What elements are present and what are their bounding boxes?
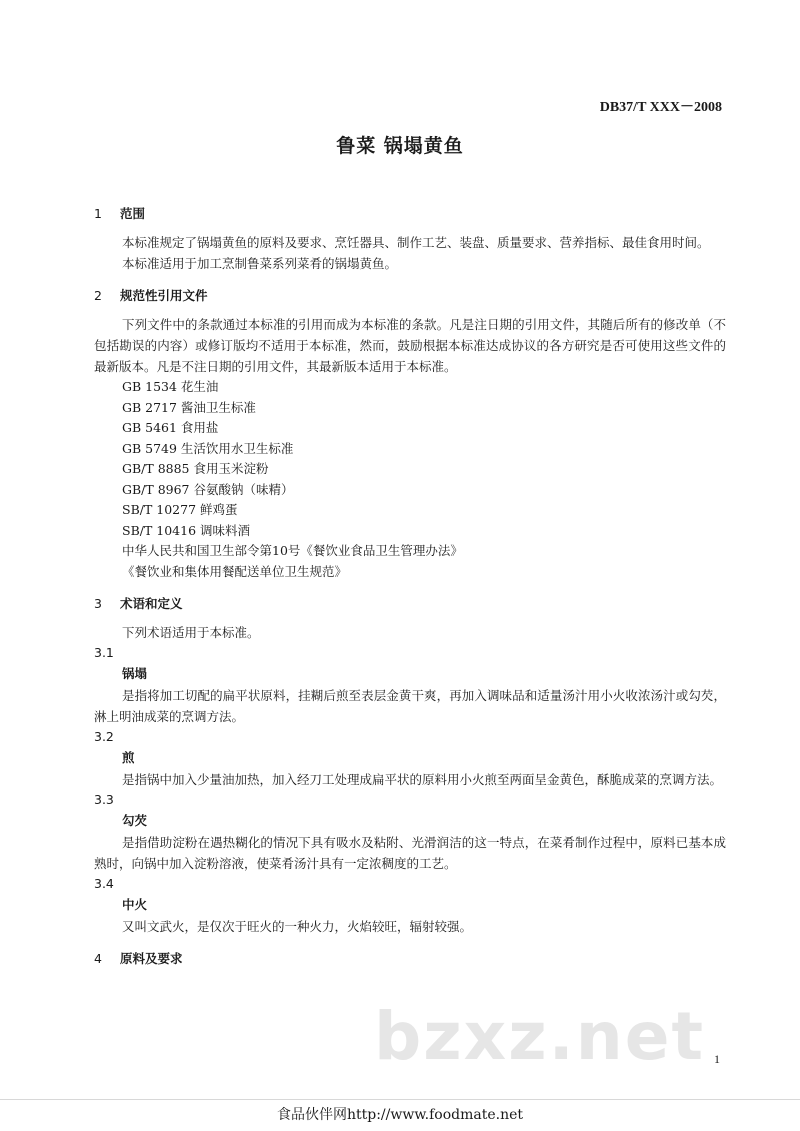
page-number: 1 — [714, 1052, 720, 1066]
reference-item: SB/T 10416 调味料酒 — [122, 522, 251, 538]
term-number: 3.2 — [94, 729, 114, 744]
section-number: 1 — [94, 206, 102, 221]
term-number: 3.4 — [94, 876, 114, 891]
reference-item: GB 5749 生活饮用水卫生标准 — [122, 440, 294, 456]
section-number: 3 — [94, 596, 102, 611]
term-definition: 又叫文武火，是仅次于旺火的一种火力，火焰较旺，辐射较强。 — [122, 919, 473, 934]
term-number: 3.1 — [94, 645, 114, 660]
term-definition: 是指将加工切配的扁平状原料，挂糊后煎至表层金黄干爽，再加入调味品和适量汤汁用小火收浓汤汁或勾芡，淋上明油成菜的烹调方法。 — [94, 688, 726, 724]
section-1-paragraph-2: 本标准适用于加工烹制鲁菜系列菜肴的锅塌黄鱼。 — [122, 256, 398, 271]
section-4-heading — [94, 949, 726, 969]
reference-item: GB/T 8967 谷氨酸钠（味精） — [122, 481, 294, 497]
section-1-heading — [94, 204, 726, 224]
section-title: 规范性引用文件 — [120, 288, 208, 303]
reference-item: GB 2717 酱油卫生标准 — [122, 399, 256, 415]
section-title: 术语和定义 — [120, 596, 183, 611]
document-body — [94, 204, 726, 969]
term-number: 3.3 — [94, 792, 114, 807]
term-name: 勾芡 — [122, 813, 148, 828]
reference-item: SB/T 10277 鲜鸡蛋 — [122, 502, 238, 517]
section-2-paragraph: 下列文件中的条款通过本标准的引用而成为本标准的条款。凡是注日期的引用文件，其随后所有的修改单（不包括勘误的内容）或修订版均不适用于本标准，然而，鼓励根据本标准达成协议的各方研究是否可使用这些文件的最新版本。凡是不注日期的引用文件，其最新版本适用于本标准。 — [94, 317, 726, 374]
section-title: 范围 — [120, 206, 146, 221]
term-name: 煎 — [122, 750, 135, 765]
standard-code: DB37/T XXX－2008 — [599, 100, 722, 115]
section-number: 2 — [94, 288, 102, 303]
footer-divider — [0, 1099, 800, 1100]
section-1-paragraph-1: 本标准规定了锅塌黄鱼的原料及要求、烹饪器具、制作工艺、装盘、质量要求、营养指标、最佳食用时间。 — [122, 235, 710, 250]
reference-item: GB/T 8885 食用玉米淀粉 — [122, 461, 269, 476]
reference-item: 《餐饮业和集体用餐配送单位卫生规范》 — [122, 563, 348, 579]
term-name: 锅塌 — [122, 666, 148, 681]
section-3-intro: 下列术语适用于本标准。 — [122, 625, 260, 640]
section-2-heading — [94, 286, 726, 306]
term-name: 中火 — [122, 897, 148, 912]
reference-item: GB 5461 食用盐 — [122, 420, 219, 435]
footer-text: 食品伙伴网http://www.foodmate.net — [276, 1107, 524, 1123]
section-3-heading — [94, 594, 726, 614]
document-title: 鲁菜 锅塌黄鱼 — [336, 135, 464, 157]
reference-item: GB 1534 花生油 — [122, 379, 219, 394]
section-title: 原料及要求 — [120, 951, 183, 966]
term-definition: 是指锅中加入少量油加热，加入经刀工处理成扁平状的原料用小火煎至两面呈金黄色，酥脆成菜的烹调方法。 — [122, 772, 723, 787]
section-number: 4 — [94, 951, 102, 966]
reference-item: 中华人民共和国卫生部令第10号《餐饮业食品卫生管理办法》 — [122, 543, 463, 558]
watermark: bzxz.net — [374, 998, 706, 1075]
term-definition: 是指借助淀粉在遇热糊化的情况下具有吸水及粘附、光滑润洁的这一特点，在菜肴制作过程中，原料已基本成熟时，向锅中加入淀粉溶液，使菜肴汤汁具有一定浓稠度的工艺。 — [94, 835, 726, 871]
